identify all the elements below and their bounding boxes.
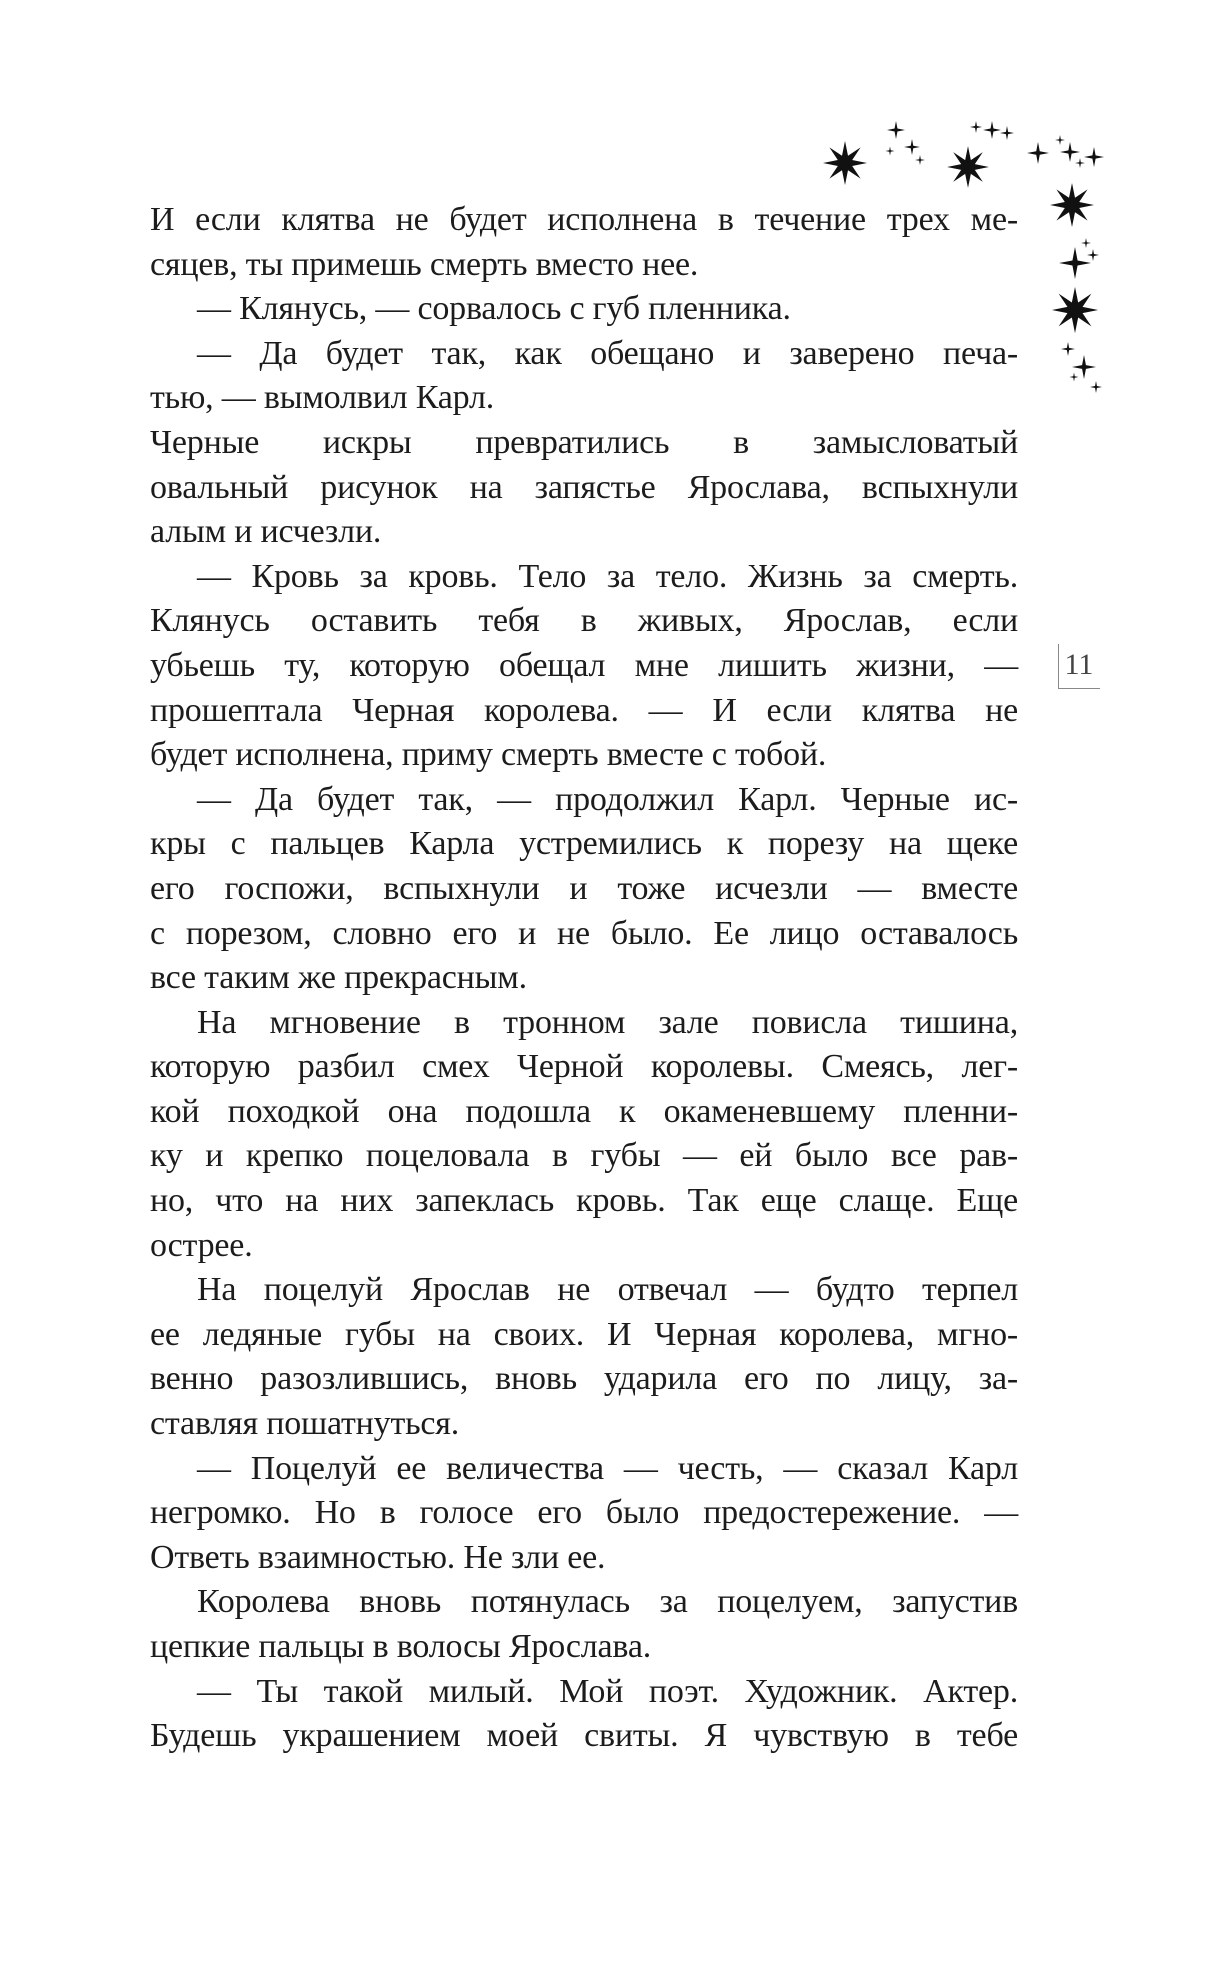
text-line: с порезом, словно его и не было. Ее лицо оставалось [150, 914, 1018, 952]
text-line: убьешь ту, которую обещал мне лишить жизни, — [150, 646, 1018, 684]
text-line: — Кровь за кровь. Тело за тело. Жизнь за смерть. [197, 557, 1018, 595]
text-line: — Да будет так, — продолжил Карл. Черные ис- [197, 780, 1018, 818]
text-line: Королева вновь потянулась за поцелуем, запустив [197, 1583, 1018, 1621]
text-line: И если клятва не будет исполнена в течение трех ме- [150, 201, 1018, 238]
text-line: венно разозлившись, вновь ударила его по лицу, за- [150, 1360, 1018, 1398]
text-line: Клянусь оставить тебя в живых, Ярослав, если [150, 602, 1018, 640]
text-line: — Да будет так, как обещано и заверено печа- [197, 334, 1018, 372]
text-line: все таким же прекрасным. [150, 959, 527, 997]
text-line: ку и крепко поцеловала в губы — ей было все рав- [150, 1137, 1018, 1175]
text-line: овальный рисунок на запястье Ярослава, вспыхнули [150, 468, 1018, 506]
text-line: Черные искры превратились в замысловатый [150, 423, 1018, 461]
text-line: — Поцелуй ее величества — честь, — сказал Карл [197, 1449, 1018, 1487]
text-line: сяцев, ты примешь смерть вместо нее. [150, 245, 699, 283]
text-line: но, что на них запеклась кровь. Так еще слаще. Еще [150, 1182, 1018, 1220]
text-line: тью, — вымолвил Карл. [150, 379, 495, 417]
text-line: — Клянусь, — сорвалось с губ пленника. [197, 290, 791, 328]
text-line: негромко. Но в голосе его было предостережение. — [150, 1494, 1018, 1532]
page-number-underline [1058, 688, 1100, 689]
text-line: прошептала Черная королева. — И если клятва не [150, 691, 1018, 729]
text-line: — Ты такой милый. Мой поэт. Художник. Актер. [197, 1672, 1018, 1710]
text-line: Ответь взаимностью. Не зли ее. [150, 1538, 606, 1576]
text-line: которую разбил смех Черной королевы. Смеясь, лег- [150, 1048, 1018, 1086]
text-line: На поцелуй Ярослав не отвечал — будто терпел [197, 1271, 1018, 1309]
text-line: ставляя пошатнуться. [150, 1405, 460, 1443]
text-line: Будешь украшением моей свиты. Я чувствую в тебе [150, 1717, 1018, 1755]
page-number: 11 [1064, 648, 1094, 681]
text-line: кры с пальцев Карла устремились к порезу на щеке [150, 825, 1018, 863]
body-text [150, 198, 1018, 1759]
text-line: кой походкой она подошла к окаменевшему пленни- [150, 1092, 1018, 1130]
text-line: ее ледяные губы на своих. И Черная королева, мгно- [150, 1315, 1018, 1353]
text-line: будет исполнена, приму смерть вместе с тобой. [150, 736, 827, 774]
text-line: алым и исчезли. [150, 513, 382, 551]
text-line: На мгновение в тронном зале повисла тишина, [197, 1003, 1018, 1041]
text-line: цепкие пальцы в волосы Ярослава. [150, 1628, 652, 1665]
text-line: его госпожи, вспыхнули и тоже исчезли — вместе [150, 869, 1018, 907]
text-line: острее. [150, 1226, 253, 1264]
